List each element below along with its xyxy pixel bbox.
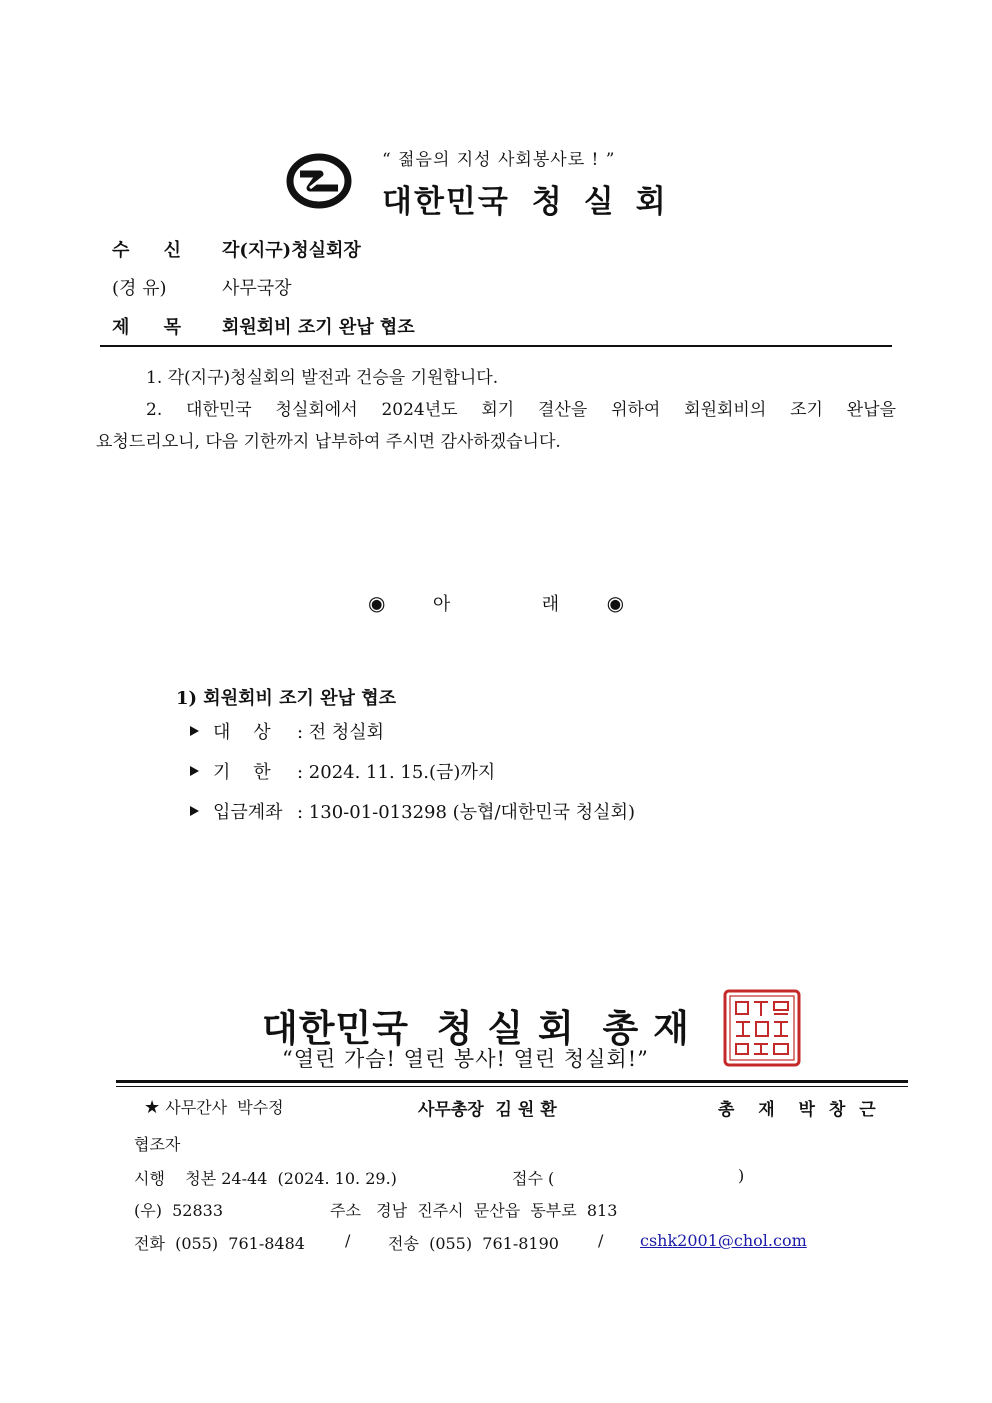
assistant-line [144,1095,284,1118]
star-icon: ★ [144,1097,161,1118]
detail-label: 대 상 [213,722,271,743]
footer-divider-thick [116,1080,908,1083]
address: 주소 경남 진주시 문산읍 동부로 813 [330,1201,618,1220]
subject-label: 제 목 [112,317,196,338]
paragraph-2-line-2: 요청드리오니, 다음 기한까지 납부하여 주시면 감사하겠습니다. [96,432,561,452]
detail-item-deadline: 기 한 : 2024. 11. 15.(금)까지 [190,758,495,784]
paragraph-1: 1. 각(지구)청실회의 발전과 건승을 기원합니다. [146,368,499,388]
footer-slogan: “열린 가슴! 열린 봉사! 열린 청실회!” [282,1047,649,1071]
detail-value: 130-01-013298 (농협/대한민국 청실회) [308,802,635,823]
receipt-close: ) [738,1166,745,1185]
notice-text-right: 래 [541,594,560,615]
detail-label: 기 한 [213,762,271,783]
details-title: 1) 회원회비 조기 완납 협조 [176,688,396,709]
assistant-name: 사무간사 박수정 [165,1098,284,1117]
organization-name-club: 청실회 [531,184,688,220]
paragraph-2-line-1: 2. 대한민국 청실회에서 2024년도 회기 결산을 위하여 회원회비의 조기 완납을 [146,400,896,420]
header-slogan: “ 젊음의 지성 사회봉사로 ! ” [382,150,616,170]
notice-text-left: 아 [432,594,451,615]
detail-label: 입금계좌 [213,802,283,823]
secretary-general: 사무총장 김 원 환 [418,1100,557,1120]
notice-symbol-right: ◉ [606,591,625,615]
notice-symbol-left: ◉ [367,591,386,615]
receipt-label: 접수 ( [512,1169,555,1188]
organization-logo-icon [286,152,352,210]
cooperator-label: 협조자 [134,1135,181,1154]
subject-value: 회원회비 조기 완납 협조 [222,317,415,338]
organization-title [382,176,688,221]
bullet-triangle-icon [190,806,199,816]
contact-separator: / [598,1231,604,1250]
president-title: 대한민국 청 실 회 총 재 [262,1006,690,1050]
detail-value: 전 청실회 [308,722,385,743]
notice-heading [0,590,992,616]
contact-separator: / [345,1231,351,1250]
via-value: 사무국장 [222,278,292,299]
via-label: (경 유) [112,278,167,299]
header-divider [100,345,892,347]
phone-number: 전화 (055) 761-8484 [134,1234,305,1253]
bullet-triangle-icon [190,766,199,776]
official-seal-icon [722,988,802,1068]
bullet-triangle-icon [190,726,199,736]
email-link[interactable]: cshk2001@chol.com [640,1231,807,1250]
recipient-label: 수 신 [112,240,196,261]
organization-name-country: 대한민국 [382,184,510,220]
issue-number: 시행 청본 24-44 (2024. 10. 29.) [134,1169,397,1188]
detail-value: 2024. 11. 15.(금)까지 [308,762,496,783]
detail-item-account: 입금계좌 : 130-01-013298 (농협/대한민국 청실회) [190,798,635,824]
detail-item-target: 대 상 : 전 청실회 [190,718,384,744]
president-name: 총 재 박 창 근 [718,1100,880,1120]
fax-number: 전송 (055) 761-8190 [388,1234,559,1253]
recipient-value: 각(지구)청실회장 [222,240,361,261]
postal-code: (우) 52833 [134,1201,224,1220]
footer-divider-thin [116,1086,908,1087]
